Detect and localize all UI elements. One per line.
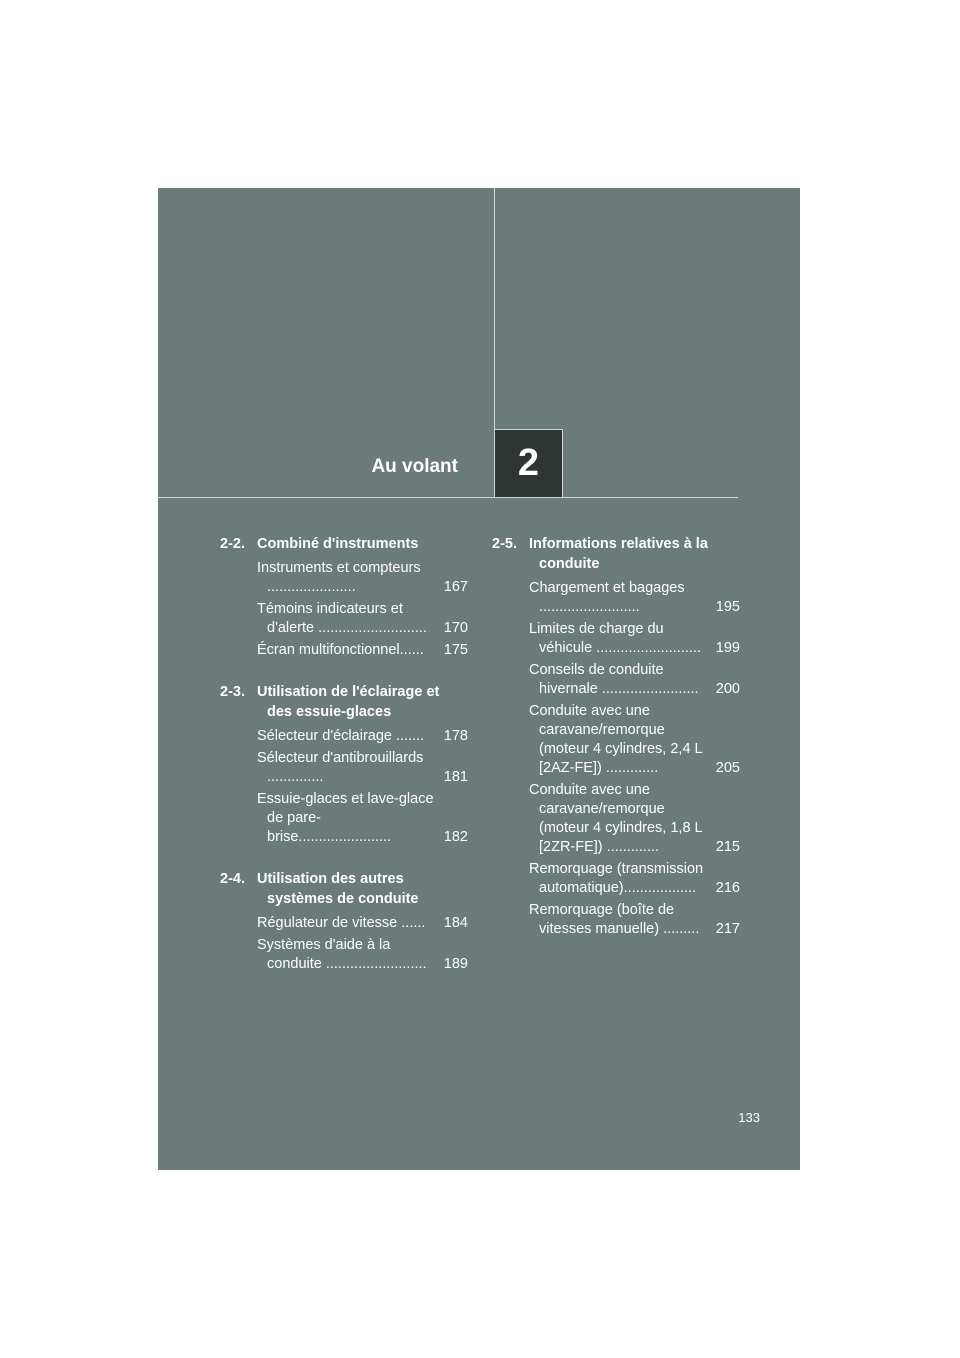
entry-text: Chargement et bagages ......................... bbox=[529, 580, 685, 615]
toc-entry[interactable] bbox=[492, 702, 740, 778]
toc-entry[interactable] bbox=[220, 936, 468, 974]
entry-page: 195 bbox=[715, 599, 740, 615]
section-number: 2-3. bbox=[220, 684, 245, 700]
entry-page: 182 bbox=[443, 829, 468, 845]
page-number: 133 bbox=[738, 1110, 760, 1125]
section-title: Utilisation des autres systèmes de conduite bbox=[257, 871, 419, 907]
entry-text: Conduite avec une caravane/remorque (moteur 4 cylindres, 1,8 L [2ZR-FE]) ............. bbox=[529, 782, 703, 855]
entry-page: 205 bbox=[715, 760, 740, 776]
entry-page: 216 bbox=[715, 880, 740, 896]
entry-text: Conduite avec une caravane/remorque (moteur 4 cylindres, 2,4 L [2AZ-FE]) ............. bbox=[529, 703, 703, 776]
toc-entry[interactable] bbox=[492, 781, 740, 857]
entry-page: 189 bbox=[443, 956, 468, 972]
entry-page: 167 bbox=[443, 579, 468, 595]
entry-text: Sélecteur d'éclairage ....... bbox=[257, 728, 425, 744]
section-heading[interactable] bbox=[220, 534, 468, 554]
entry-text: Limites de charge du véhicule .......................... bbox=[529, 621, 701, 656]
chapter-number-box: 2 bbox=[494, 429, 563, 498]
section-heading[interactable] bbox=[492, 534, 740, 574]
toc-entry[interactable] bbox=[220, 749, 468, 787]
entry-text: Remorquage (transmission automatique).................. bbox=[529, 861, 704, 896]
toc-right-column bbox=[492, 534, 740, 961]
toc-entry[interactable] bbox=[492, 661, 740, 699]
toc-entry[interactable] bbox=[220, 559, 468, 597]
section-number: 2-2. bbox=[220, 536, 245, 552]
toc-entry[interactable] bbox=[492, 579, 740, 617]
entry-page: 217 bbox=[715, 921, 740, 937]
toc-entry[interactable] bbox=[492, 620, 740, 658]
entry-text: Écran multifonctionnel...... bbox=[257, 642, 424, 658]
toc-section bbox=[220, 682, 468, 847]
section-title: Combiné d'instruments bbox=[257, 536, 419, 552]
section-heading[interactable] bbox=[220, 869, 468, 909]
entry-page: 175 bbox=[443, 642, 468, 658]
toc-entry[interactable] bbox=[492, 860, 740, 898]
entry-text: Sélecteur d'antibrouillards .............. bbox=[257, 750, 424, 785]
entry-text: Témoins indicateurs et d'alerte ........................... bbox=[257, 601, 427, 636]
toc-entry[interactable] bbox=[220, 600, 468, 638]
entry-page: 200 bbox=[715, 681, 740, 697]
section-heading[interactable] bbox=[220, 682, 468, 722]
entry-text: Systèmes d'aide à la conduite ......................... bbox=[257, 937, 427, 972]
section-number: 2-4. bbox=[220, 871, 245, 887]
entry-page: 199 bbox=[715, 640, 740, 656]
toc-section bbox=[220, 534, 468, 660]
entry-text: Essuie-glaces et lave-glace de pare-brise....................... bbox=[257, 791, 434, 845]
entry-text: Remorquage (boîte de vitesses manuelle) ......... bbox=[529, 902, 700, 937]
entry-page: 181 bbox=[443, 769, 468, 785]
toc-section bbox=[220, 869, 468, 974]
entry-page: 215 bbox=[715, 839, 740, 855]
entry-text: Régulateur de vitesse ...... bbox=[257, 915, 426, 931]
toc-entry[interactable] bbox=[220, 914, 468, 933]
entry-page: 170 bbox=[443, 620, 468, 636]
toc-entry[interactable] bbox=[220, 727, 468, 746]
section-title: Informations relatives à la conduite bbox=[529, 536, 708, 572]
entry-page: 184 bbox=[443, 915, 468, 931]
entry-text: Conseils de conduite hivernale ........................ bbox=[529, 662, 699, 697]
chapter-panel bbox=[158, 188, 800, 1170]
section-title: Utilisation de l'éclairage et des essuie-glaces bbox=[257, 684, 440, 720]
toc-entry[interactable] bbox=[220, 641, 468, 660]
entry-page: 178 bbox=[443, 728, 468, 744]
toc-section bbox=[492, 534, 740, 939]
toc-left-column bbox=[220, 534, 468, 996]
horizontal-divider bbox=[158, 497, 738, 498]
section-number: 2-5. bbox=[492, 536, 517, 552]
toc-entry[interactable] bbox=[220, 790, 468, 847]
chapter-title: Au volant bbox=[371, 456, 458, 477]
entry-text: Instruments et compteurs ...................... bbox=[257, 560, 421, 595]
toc-entry[interactable] bbox=[492, 901, 740, 939]
